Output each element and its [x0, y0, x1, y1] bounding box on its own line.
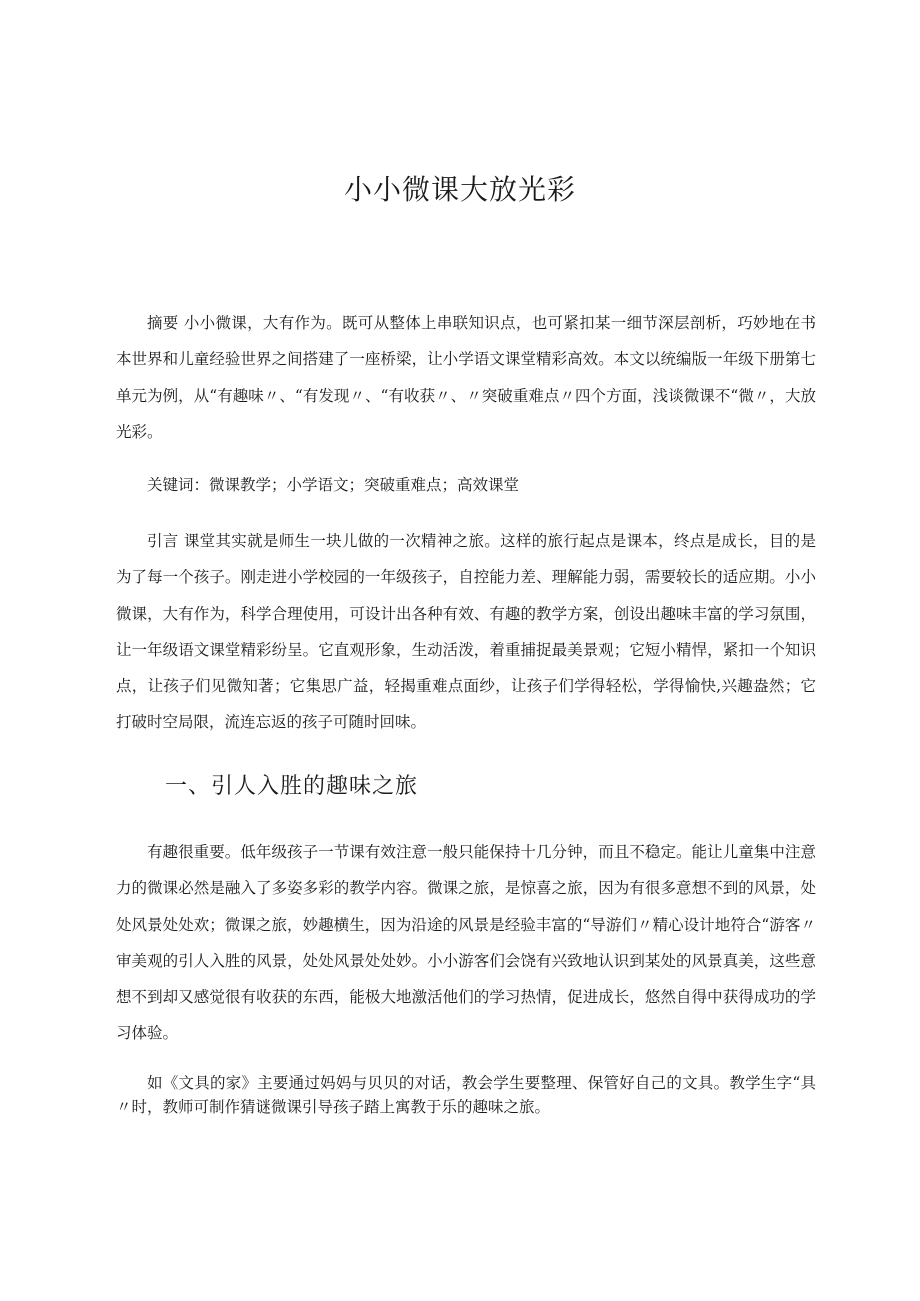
- keywords-paragraph: [116, 467, 816, 503]
- body-paragraph: 有趣很重要。低年级孩子一节课有效注意一般只能保持十几分钟，而且不稳定。能让儿童集中注意力的微课必然是融入了多姿多彩的教学内容。微课之旅，是惊喜之旅，因为有很多意想不到的风景，处处风景处处欢；微课之旅，妙趣横生，因为沿途的风景是经验丰富的“导游们〃精心设计地符合“游客〃审美观的引人入胜的风景，处处风景处处妙。小小游客们会饶有兴致地认识到某处的风景真美，这些意想不到却又感觉很有收获的东西，能极大地激活他们的学习热情，促进成长，悠然自得中获得成功的学习体验。: [116, 843, 816, 1043]
- abstract-paragraph: [116, 305, 816, 450]
- keywords-label: 关键词：: [147, 476, 210, 494]
- intro-paragraph: [116, 523, 816, 741]
- keywords-text: 微课教学；小学语文；突破重难点；高效课堂: [209, 476, 520, 494]
- abstract-text: 小小微课，大有作为。既可从整体上串联知识点，也可紧扣某一细节深层剖析，巧妙地在书本世界和儿童经验世界之间搭建了一座桥梁，让小学语文课堂精彩高效。本文以统编版一年级下册第七单元为例，从“有趣味〃、“有发现〃、“有收获〃、〃突破重难点〃四个方面，浅谈微课不“微〃，大放光彩。: [116, 314, 816, 441]
- abstract-label: 摘要: [147, 314, 179, 332]
- intro-text: 课堂其实就是师生一块儿做的一次精神之旅。这样的旅行起点是课本，终点是成长，目的是为了每一个孩子。刚走进小学校园的一年级孩子，自控能力差、理解能力弱，需要较长的适应期。小小微课，大有作为，科学合理使用，可设计出各种有效、有趣的教学方案，创设出趣味丰富的学习氛围，让一年级语文课堂精彩纷呈。它直观形象，生动活泼，着重捕捉最美景观；它短小精悍，紧扣一个知识点，让孩子们见微知著；它集思广益，轻揭重难点面纱，让孩子们学得轻松，学得愉快,兴趣盎然；它打破时空局限，流连忘返的孩子可随时回味。: [116, 532, 816, 732]
- document-title: 小小微课大放光彩: [343, 173, 576, 206]
- body-paragraph: 如《文具的家》主要通过妈妈与贝贝的对话，教会学生要整理、保管好自己的文具。教学生字“具〃时，教师可制作猜谜微课引导孩子踏上寓教于乐的趣味之旅。: [116, 1074, 816, 1116]
- intro-label: 引言: [147, 532, 179, 550]
- section-heading: 一、引人入胜的趣味之旅: [165, 774, 419, 799]
